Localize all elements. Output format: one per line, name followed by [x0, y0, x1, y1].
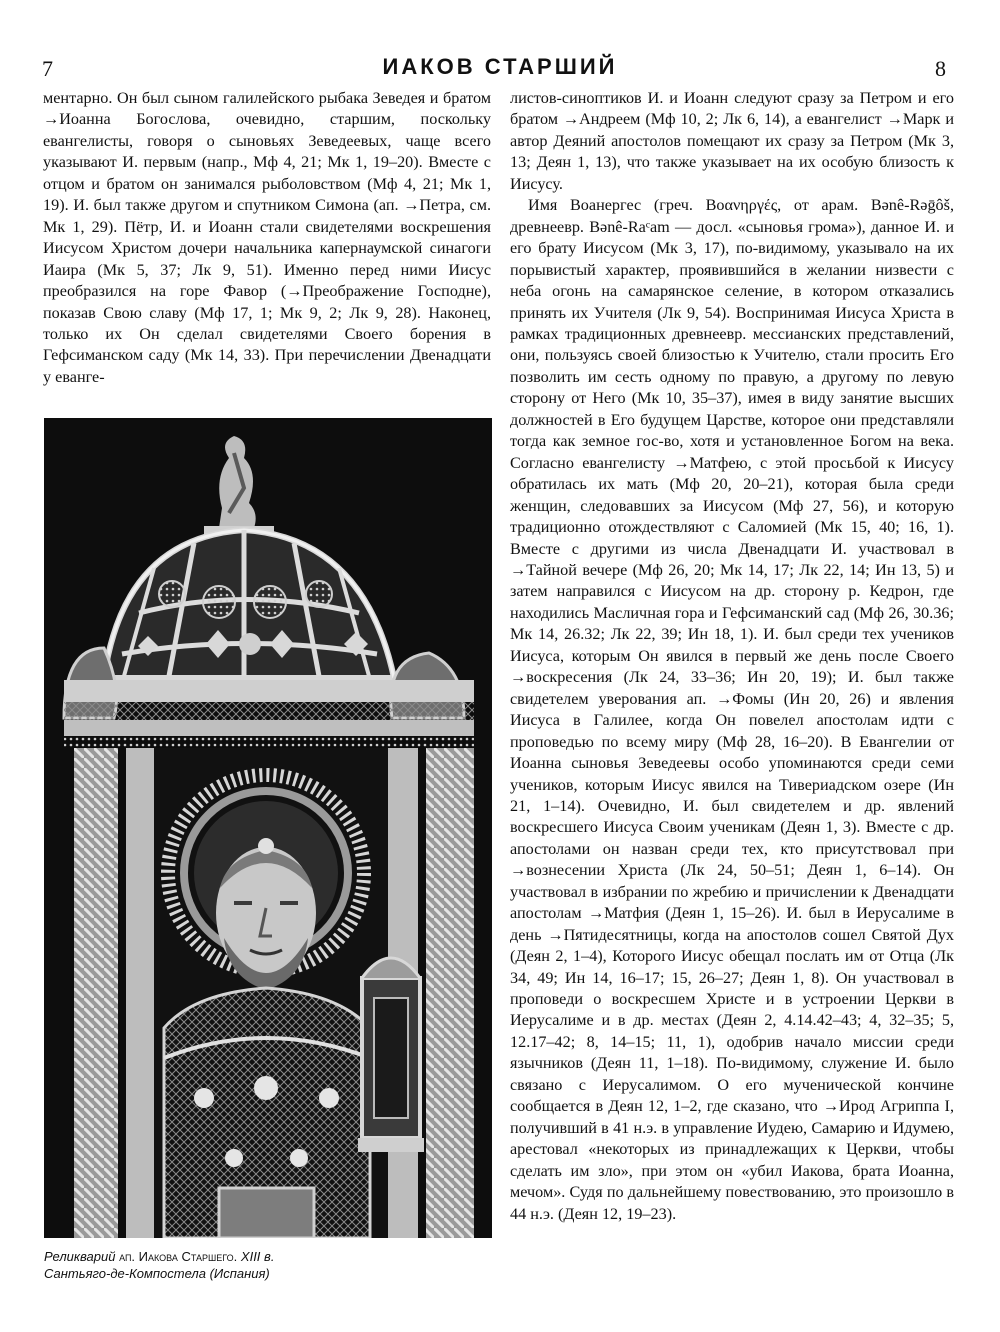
page-number-right: 8 — [935, 56, 946, 81]
caption-century: XIII в. — [237, 1249, 275, 1264]
page-number-left: 7 — [42, 56, 53, 81]
left-paragraph: ментарно. Он был сыном галилейского рыбака Зеведея и братом →Иоанна Богослова, очевидно, старшим, поскольку евангелисты, говоря о сыновьях Зеведеевых, чаще всего указывают И. первым (напр., Мф 4, 21; Мк 1, 19–20). Вместе с отцом и братом он занимался рыболовством (Мф 4, 21; Мк 1, 19). И. был также другом и спутником Симона (ап. →Петра, см. Мк 1, 29). Пётр, И. и Иоанн стали свидетелями воскрешения Иисусом Христом дочери начальника капернаумской синагоги Иаира (Мк 5, 37; Лк 9, 51). Именно перед ними Иисус преобразился на горе Фавор (→Преображение Господне), показав Свою славу (Мф 17, 1; Мк 9, 2; Лк 9, 28). Наконец, только их Он сделал свидетелями Своего борения в Гефсиманском саду (Мк 14, 33). При перечислении Двенадцати у еванге- — [43, 89, 491, 386]
caption-line-2: Сантьяго-де-Компостела (Испания) — [44, 1266, 270, 1281]
figure-caption — [44, 1248, 492, 1282]
left-column-text — [43, 88, 491, 388]
caption-word: Реликварий — [44, 1249, 120, 1264]
caption-subject: ап. Иакова Старшего. — [119, 1249, 238, 1264]
right-paragraph-2: Имя Воанергес (греч. Βοανηργές, от арам. Bənê-Rəḡôš, древнеевр. Bənê-Raᶜam — досл. «сыновья грома»), данное И. и его брату Иисусом (Мк 3, 17), по-видимому, указывало на их порывистый характер, проявившийся в желании низвести с неба огонь на самарянское селение, в котором отказались принять их Учителя (Лк 9, 54). Воспринимая Иисуса Христа в рамках традиционных древнеевр. мессианских представлений, они, пользуясь своей близостью к Учителю, стали просить Его позволить им сесть одному по правую, а другому по левую сторону от Него (Мк 10, 35–37), имея в виду занятие высших должностей в Его будущем Царстве, которое они представляли тогда как земное гос-во, хотя и установленное Богом на века. Согласно евангелисту →Матфею, с этой просьбой к Иисусу обратилась их мать (Мф 20, 20–21), которая была среди женщин, следовавших за Иисусом (Мф 27, 56), и которую традиционно отождествляют с Саломией (Мк 15, 40; 16, 1). Вместе с другими из числа Двенадцати И. участвовал в →Тайной вечере (Мф 26, 20; Мк 14, 17; Лк 22, 14; Ин 13, 5) и затем направился с Иисусом на др. сторону р. Кедрон, где находились Масличная гора и Гефсиманский сад (Мф 26, 30.36; Мк 14, 26.32; Лк 22, 39; Ин 18, 1). И. был среди тех учеников Иисуса, которым Он явился в первый же день после Своего →воскресения (Лк 24, 33–36; Ин 20, 19); И. был также свидетелем уверования ап. →Фомы (Ин 20, 26) и явления Иисуса в Галилее, когда Он повелел апостолам идти с проповедью по всему миру (Мф 28, 16–20). В Евангелии от Иоанна сыновья Зеведеевы особо упоминаются среди семи учеников, которым Иисус явился на Тивериадском озере (Ин 21, 1–14). Очевидно, И. был свидетелем и др. явлений воскресшего Иисуса Своим ученикам (Деян 1, 3). Вместе с др. апостолами он назван среди тех, кто присутствовал при →вознесении Христа (Лк 24, 50–51; Деян 1, 6–14). Он участвовал в избрании по жребию и причислении к Двенадцати апостолам →Матфия (Деян 1, 15–26). И. был в Иерусалиме в день →Пятидесятницы, когда на апостолов сошел Святой Дух (Деян 2, 1–4), Которого Иисус обещал послать им от Отца (Лк 34, 49; Ин 14, 16–17; 15, 26–27; Деян 1, 8). Он участвовал в проповеди о воскресшем Христе и в устроении Церкви в Иерусалиме и в др. местах (Деян 2, 4.14.42–43; 4, 32–35; 5, 12.17–42; 8, 14–15; 11, 1), одобрив начало миссии среди язычников (Деян 11, 1–18). По-видимому, служение И. было связано с Иерусалимом. О его мученической кончине сообщается в Деян 12, 1–2, где сказано, что →Ирод Агриппа I, получивший в 41 н.э. в управление Иудею, Самарию и Идумею, арестовал «некоторых из принадлежащих к Церкви, чтобы сделать им зло», при этом он «убил Иакова, брата Иоанна, мечом». Судя по дальнейшему повествованию, это произошло в 44 н.э. (Деян 12, 19–23). — [510, 196, 954, 1223]
right-column-text — [510, 88, 954, 1225]
reliquary-photo — [44, 418, 492, 1238]
right-paragraph-1: листов-синоптиков И. и Иоанн следуют сразу за Петром и его братом →Андреем (Мф 10, 2; Лк 6, 14), а евангелист →Марк и автор Деяний апостолов помещают их сразу за Петром (Мк 3, 13; Деян 1, 13), что также указывает на их особую близость к Иисусу. — [510, 89, 954, 193]
caption-line-1 — [44, 1249, 274, 1264]
running-head-title: ИАКОВ СТАРШИЙ — [382, 54, 618, 79]
